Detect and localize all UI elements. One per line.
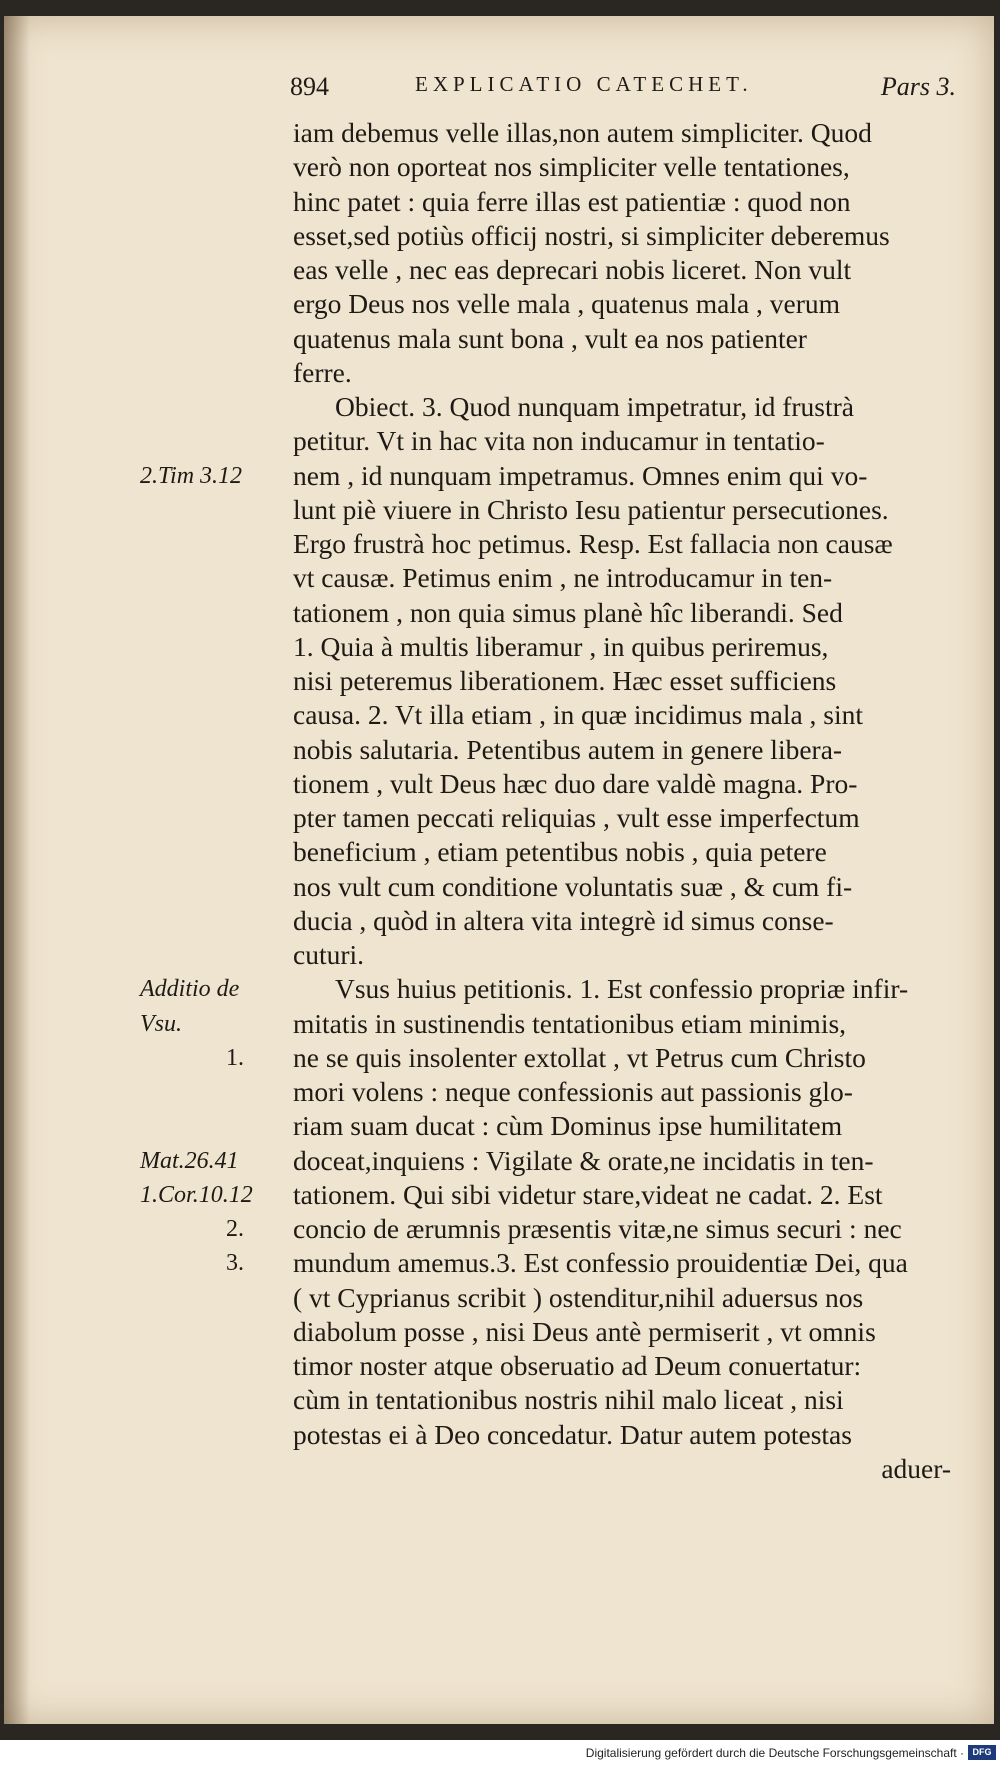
page-header	[290, 60, 956, 100]
page-number: 894	[290, 72, 329, 101]
text-line: ne se quis insolenter extollat , vt Petrus cum Christo	[293, 1041, 866, 1073]
text-line: 1. Quia à multis liberamur , in quibus periremus,	[293, 630, 829, 662]
text-line: eas velle , nec eas deprecari nobis liceret. Non vult	[293, 254, 852, 285]
text-line: beneficium , etiam petentibus nobis , quia petere	[293, 836, 827, 868]
spine-shadow	[4, 16, 30, 1724]
text-line: mori volens : neque confessionis aut passionis glo-	[293, 1076, 853, 1107]
text-line: nem , id nunquam impetramus. Omnes enim qui vo-	[293, 459, 868, 491]
margin-note: 1.	[226, 1044, 244, 1071]
text-line: petitur. Vt in hac vita non inducamur in tentatio-	[293, 425, 825, 457]
running-title: EXPLICATIO CATECHET.	[415, 72, 753, 96]
text-line: hinc patet : quia ferre illas est patientiæ : quod non	[293, 185, 851, 217]
margin-note: 1.Cor.10.12	[140, 1181, 253, 1208]
text-line: cùm in tentationibus nostris nihil malo liceat , nisi	[293, 1384, 844, 1416]
text-line: quatenus mala sunt bona , vult ea nos patienter	[293, 322, 807, 354]
margin-note: Mat.26.41	[140, 1147, 239, 1174]
text-line: verò non oporteat nos simpliciter velle tentationes,	[293, 151, 850, 183]
text-line: potestas ei à Deo concedatur. Datur autem potestas	[293, 1418, 852, 1450]
text-line: Vsus huius petitionis. 1. Est confessio propriæ infir-	[335, 973, 909, 1005]
text-line: mundum amemus.3. Est confessio prouidentiæ Dei, qua	[293, 1247, 908, 1279]
text-line: nos vult cum conditione voluntatis suæ , & cum fi-	[293, 870, 853, 902]
dfg-logo: DFG	[968, 1745, 996, 1760]
text-line: ferre.	[293, 356, 352, 388]
text-line: riam suam ducat : cùm Dominus ipse humilitatem	[293, 1110, 843, 1142]
margin-note: 2.Tim 3.12	[140, 462, 243, 489]
text-line: Obiect. 3. Quod nunquam impetratur, id frustrà	[335, 391, 854, 422]
text-line: tionem , vult Deus hæc duo dare valdè magna. Pro-	[293, 767, 858, 799]
margin-note: Vsu.	[140, 1010, 182, 1037]
text-line: aduer-	[881, 1452, 951, 1484]
text-line: cuturi.	[293, 939, 365, 970]
text-line: ( vt Cyprianus scribit ) ostenditur,nihil aduersus nos	[293, 1281, 864, 1313]
text-line: tationem. Qui sibi videtur stare,videat ne cadat. 2. Est	[293, 1178, 883, 1210]
text-line: Ergo frustrà hoc petimus. Resp. Est fallacia non causæ	[293, 528, 893, 559]
text-line: vt causæ. Petimus enim , ne introducamur in ten-	[293, 562, 833, 594]
text-line: ducia , quòd in altera vita integrè id simus conse-	[293, 904, 834, 936]
text-line: iam debemus velle illas,non autem simpliciter. Quod	[293, 117, 872, 148]
margin-note: Additio de	[140, 976, 240, 1003]
text-line: doceat,inquiens : Vigilate & orate,ne incidatis in ten-	[293, 1144, 874, 1176]
footer-bar	[0, 1740, 1000, 1768]
body-text	[293, 116, 951, 1486]
text-line: causa. 2. Vt illa etiam , in quæ incidimus mala , sint	[293, 699, 864, 731]
text-line: mitatis in sustinendis tentationibus etiam minimis,	[293, 1007, 847, 1039]
text-line: ergo Deus nos velle mala , quatenus mala , verum	[293, 288, 841, 320]
text-line: nobis salutaria. Petentibus autem in genere libera-	[293, 733, 843, 765]
funding-credit: Digitalisierung gefördert durch die Deutsche Forschungsgemeinschaft ·	[585, 1746, 964, 1760]
text-line: esset,sed potiùs officij nostri, si simpliciter deberemus	[293, 219, 890, 251]
margin-note: 2.	[226, 1216, 244, 1242]
text-line: nisi peteremus liberationem. Hæc esset sufficiens	[293, 665, 837, 696]
text-line: concio de ærumnis præsentis vitæ,ne simus securi : nec	[293, 1213, 902, 1244]
text-line: timor noster atque obseruatio ad Deum conuertatur:	[293, 1350, 862, 1381]
margin-note: 3.	[226, 1250, 244, 1277]
part-label: Pars 3.	[880, 72, 956, 101]
text-line: tationem , non quia simus planè hîc liberandi. Sed	[293, 596, 843, 628]
text-line: diabolum posse , nisi Deus antè permiserit , vt omnis	[293, 1315, 876, 1347]
text-line: pter tamen peccati reliquias , vult esse imperfectum	[293, 802, 860, 833]
text-line: lunt piè viuere in Christo Iesu patientur persecutiones.	[293, 493, 889, 525]
